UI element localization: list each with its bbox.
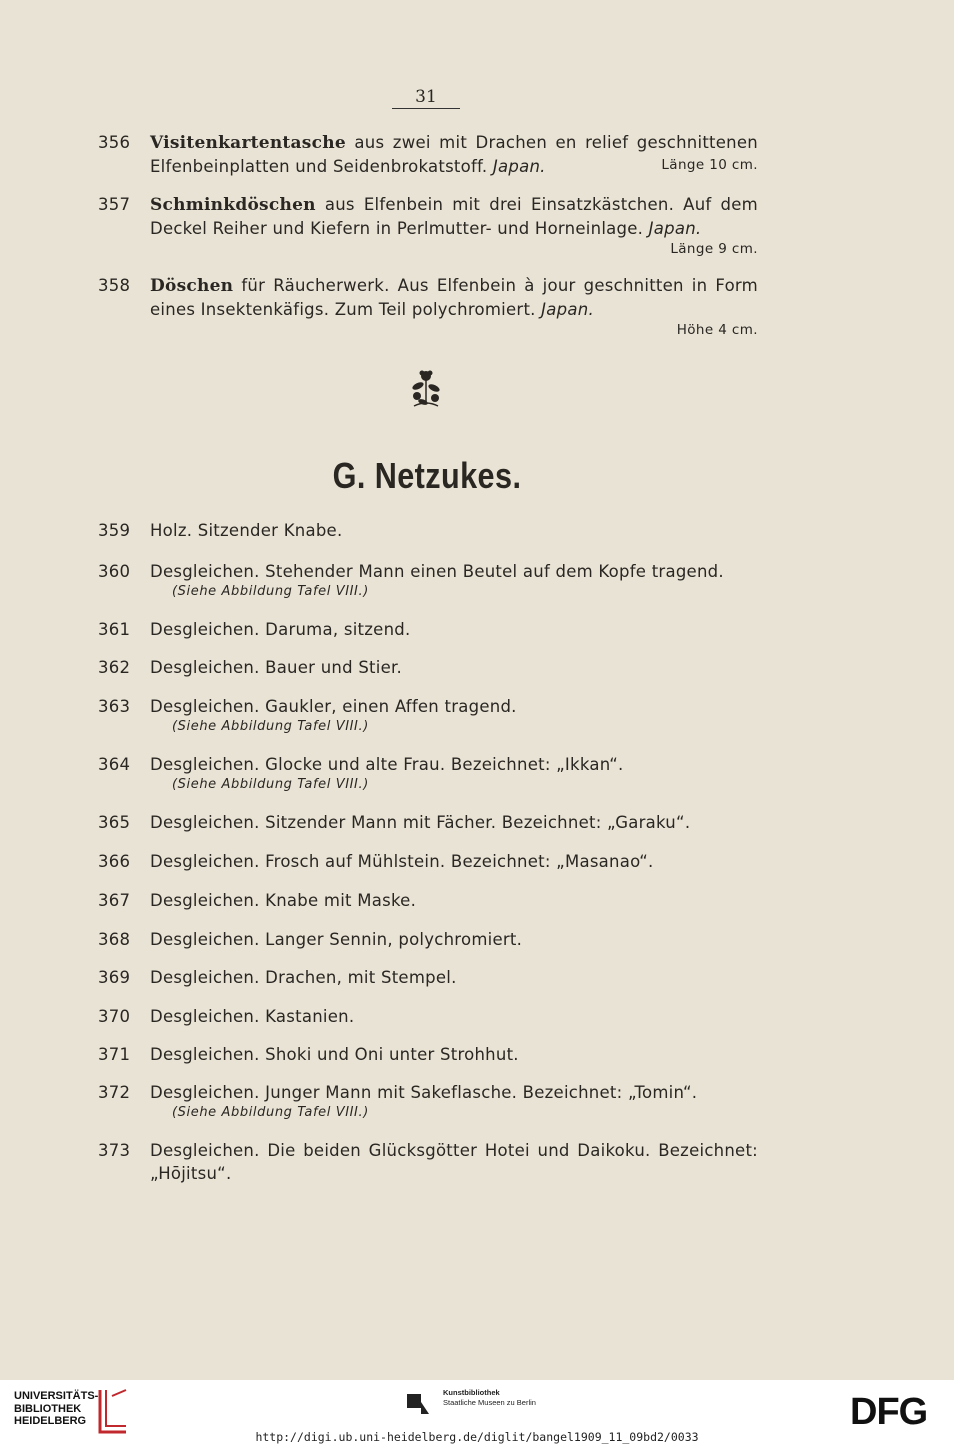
entry-text: Desgleichen. Drachen, mit Stempel. — [150, 968, 457, 987]
entry-text: Desgleichen. Die beiden Glücksgötter Hotei und Daikoku. Bezeichnet: „Hōjitsu“. — [150, 1141, 758, 1183]
catalog-entry — [98, 811, 758, 834]
entry-title: Döschen — [150, 276, 234, 296]
entry-dimension: Höhe 4 cm. — [676, 322, 758, 338]
entry-dimension: Länge 10 cm. — [661, 157, 758, 173]
catalog-entry — [98, 753, 758, 794]
entry-text: Desgleichen. Sitzender Mann mit Fächer. Bezeichnet: „Garaku“. — [150, 813, 691, 832]
catalog-entry — [98, 850, 758, 873]
catalog-entry — [98, 928, 758, 951]
entry-origin: Japan. — [541, 300, 594, 319]
catalog-entry — [98, 560, 758, 601]
catalog-entry — [98, 695, 758, 736]
catalog-entry — [98, 1005, 758, 1028]
university-library-logo[interactable] — [14, 1390, 98, 1428]
catalog-entry — [98, 656, 758, 679]
entry-text: Desgleichen. Shoki und Oni unter Strohhut. — [150, 1045, 519, 1064]
floral-ornament-icon — [408, 368, 444, 410]
entry-text: Desgleichen. Langer Sennin, polychromiert. — [150, 930, 523, 949]
entry-number: 356 — [98, 133, 131, 152]
entry-number: 366 — [98, 852, 131, 871]
entry-number: 370 — [98, 1007, 131, 1026]
catalog-entry — [98, 1081, 758, 1122]
permalink-url[interactable]: http://digi.ub.uni-heidelberg.de/diglit/bangel1909_11_09bd2/0033 — [255, 1430, 699, 1444]
library-name-line: BIBLIOTHEK — [14, 1402, 82, 1415]
library-name-line: HEIDELBERG — [14, 1415, 87, 1427]
entry-number: 364 — [98, 755, 131, 774]
entry-number: 363 — [98, 697, 131, 716]
catalog-entry — [98, 1043, 758, 1066]
entry-origin: Japan. — [492, 157, 546, 176]
entry-text: Desgleichen. Daruma, sitzend. — [150, 620, 411, 639]
plate-reference: (Siehe Abbildung Tafel VIII.) — [172, 777, 369, 792]
catalog-entry — [98, 889, 758, 912]
ub-logo-mark-icon — [96, 1386, 130, 1436]
kb-title: Kunstbibliothek — [443, 1388, 500, 1397]
entry-title: Visitenkartentasche — [150, 133, 346, 153]
catalog-entry — [98, 966, 758, 989]
entry-text: Desgleichen. Kastanien. — [150, 1007, 355, 1026]
entry-text: aus zwei mit Drachen en relief geschnittenen Elfenbeinplatten und Seidenbrokatstoff. — [150, 133, 758, 176]
entry-number: 373 — [98, 1141, 131, 1160]
entry-text: für Räucherwerk. Aus Elfenbein à jour geschnitten in Form eines Insektenkäfigs. Zum Teil polychromiert. — [150, 276, 758, 319]
library-name-line: UNIVERSITÄTS- — [14, 1390, 99, 1402]
entry-text: Desgleichen. Bauer und Stier. — [150, 658, 403, 677]
viewer-footer — [0, 1380, 954, 1447]
entry-title: Schminkdöschen — [150, 195, 316, 215]
kunstbibliothek-icon — [407, 1394, 429, 1414]
entry-number: 372 — [98, 1083, 131, 1102]
entry-number: 359 — [98, 521, 131, 540]
entry-number: 368 — [98, 930, 131, 949]
catalog-entry — [98, 131, 758, 178]
dfg-logo[interactable]: DFG — [850, 1391, 928, 1433]
plate-reference: (Siehe Abbildung Tafel VIII.) — [172, 584, 369, 599]
entry-number: 357 — [98, 195, 131, 214]
catalog-entry — [98, 193, 758, 259]
entry-number: 362 — [98, 658, 131, 677]
entry-text: Desgleichen. Knabe mit Maske. — [150, 891, 417, 910]
catalog-entry — [98, 519, 758, 542]
entry-text: Desgleichen. Junger Mann mit Sakeflasche. Bezeichnet: „Tomin“. — [150, 1083, 698, 1102]
entry-number: 369 — [98, 968, 131, 987]
catalog-entry — [98, 1139, 758, 1185]
entry-text: Desgleichen. Frosch auf Mühlstein. Bezeichnet: „Masanao“. — [150, 852, 654, 871]
entry-number: 367 — [98, 891, 131, 910]
catalog-entry — [98, 274, 758, 340]
entry-text: Desgleichen. Gaukler, einen Affen tragend. — [150, 697, 517, 716]
entry-text: Desgleichen. Stehender Mann einen Beutel auf dem Kopfe tragend. — [150, 562, 724, 581]
plate-reference: (Siehe Abbildung Tafel VIII.) — [172, 1105, 369, 1120]
entry-text: aus Elfenbein mit drei Einsatzkästchen. Auf dem Deckel Reiher und Kiefern in Perlmutter- und Horneinlage. — [150, 195, 758, 238]
catalog-entry — [98, 618, 758, 641]
entry-dimension: Länge 9 cm. — [670, 241, 758, 257]
entry-number: 371 — [98, 1045, 131, 1064]
section-heading: G. Netzukes. — [332, 455, 522, 496]
plate-reference: (Siehe Abbildung Tafel VIII.) — [172, 719, 369, 734]
entry-number: 358 — [98, 276, 131, 295]
entry-number: 360 — [98, 562, 131, 581]
entry-number: 361 — [98, 620, 131, 639]
kb-subtitle: Staatliche Museen zu Berlin — [443, 1398, 536, 1407]
entry-number: 365 — [98, 813, 131, 832]
entry-text: Desgleichen. Glocke und alte Frau. Bezeichnet: „Ikkan“. — [150, 755, 624, 774]
page-number: 31 — [392, 86, 460, 109]
entry-origin: Japan. — [648, 219, 702, 238]
entry-text: Holz. Sitzender Knabe. — [150, 521, 343, 540]
